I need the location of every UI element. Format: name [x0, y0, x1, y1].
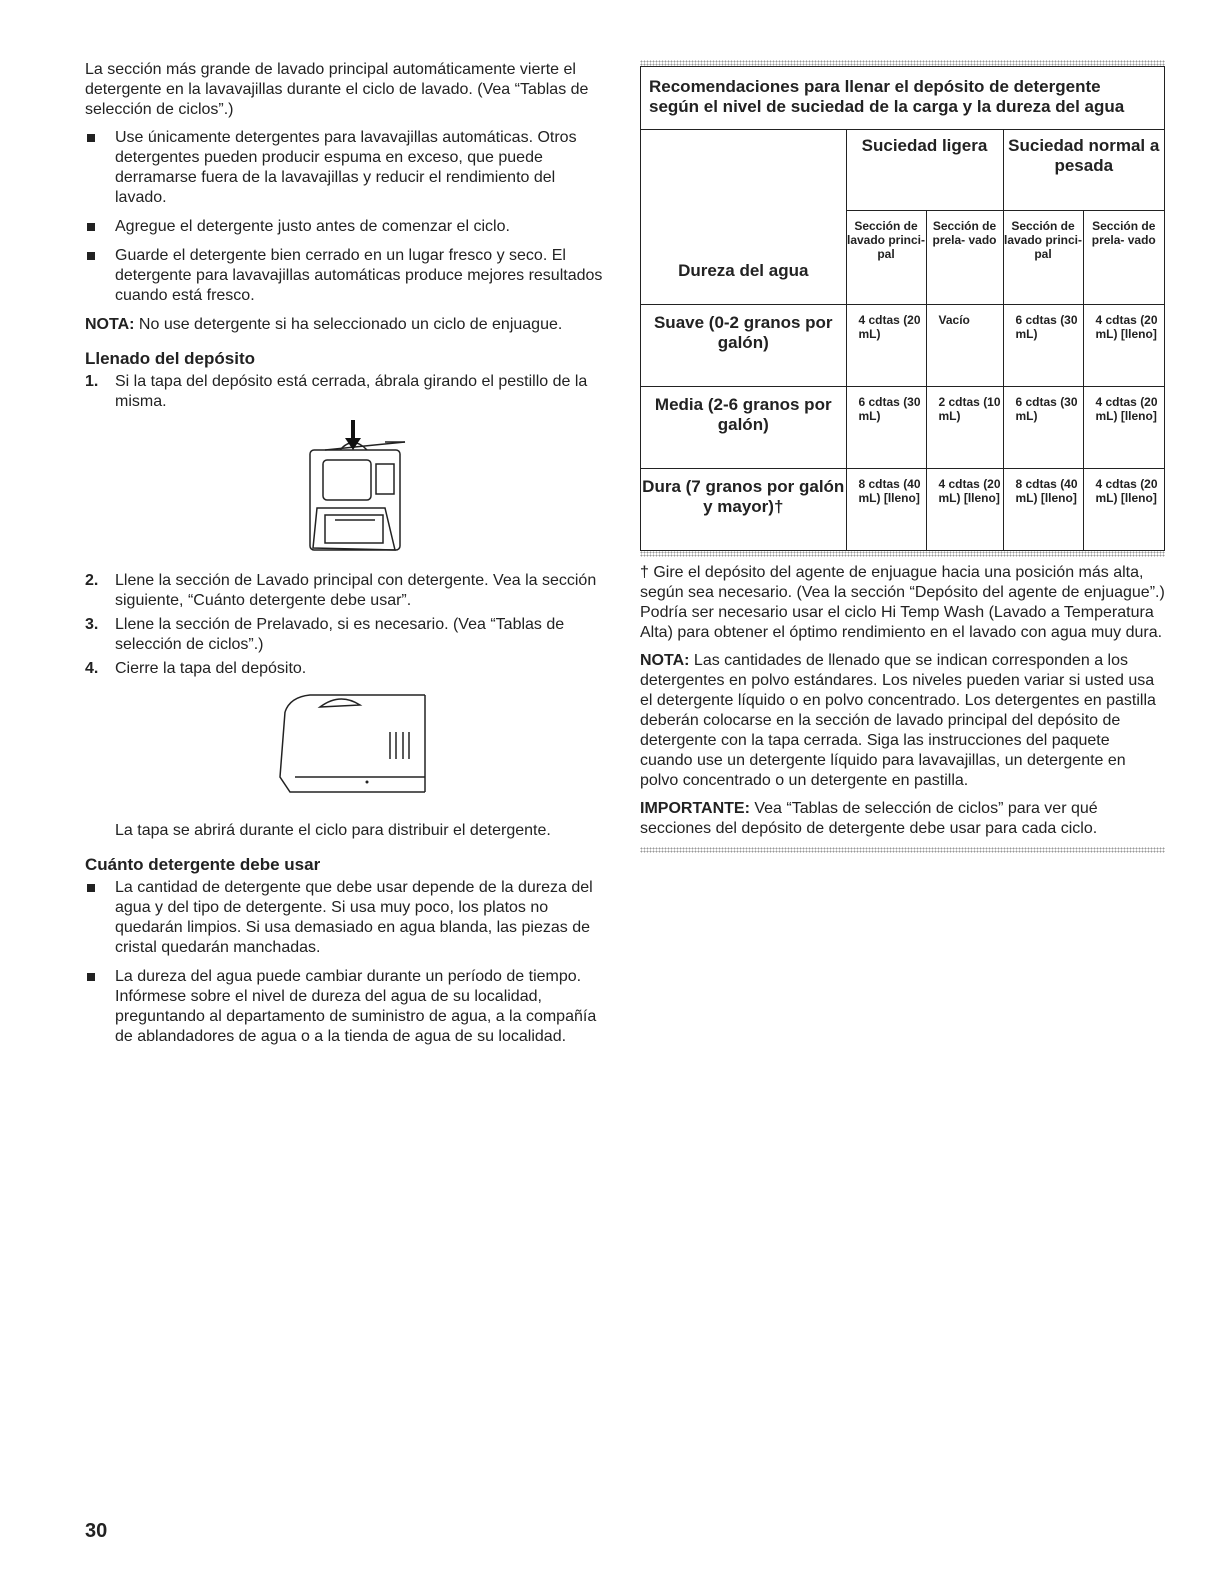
- hardness-header-cell: [641, 130, 846, 304]
- hardness-header: Dureza del agua: [678, 260, 809, 280]
- amount-cell: 6 cdtas (30 mL): [1003, 304, 1083, 386]
- figure-caption: La tapa se abrirá durante el ciclo para distribuir el detergente.: [115, 822, 551, 839]
- right-column: [640, 60, 1165, 853]
- soil-light-header: Suciedad ligera: [846, 130, 1003, 210]
- amount-cell: 4 cdtas (20 mL) [lleno]: [926, 468, 1003, 550]
- step-item: [85, 615, 610, 655]
- note-text: Las cantidades de llenado que se indican corresponden a los detergentes en polvo estándares. Los niveles pueden variar si usted usa el detergente líquido o en polvo concentrado. Los detergentes en pastilla deberán colocarse en la sección de lavado principal del depósito de detergente con la tapa cerrada. Siga las instrucciones del paquete cuando use un detergente líquido para lavavajillas, un detergente en polvo concentrado o un detergente en pastilla.: [640, 652, 1156, 789]
- note-paragraph: [85, 315, 610, 335]
- important-label: IMPORTANTE:: [640, 800, 750, 817]
- step-number: 1.: [85, 373, 99, 390]
- step-text: Si la tapa del depósito está cerrada, ábrala girando el pestillo de la misma.: [115, 373, 588, 410]
- amount-cell: 6 cdtas (30 mL): [846, 386, 926, 468]
- footnote: † Gire el depósito del agente de enjuague hacia una posición más alta, según sea necesario. (Vea la sección “Depósito del agente de enjuague”.) Podría ser necesario usar el ciclo Hi Temp Wash (Lavado a Temperatura Alta) para obtener el óptimo rendimiento en el lavado con agua muy dura.: [640, 564, 1165, 641]
- bullet-item: La cantidad de detergente que debe usar depende de la dureza del agua y del tipo de detergente. Si usa muy poco, los platos no quedarán limpios. Si usa demasiado en agua blanda, las piezas de cristal quedarán manchadas.: [85, 878, 610, 958]
- step-text: Llene la sección de Lavado principal con detergente. Vea la sección siguiente, “Cuánto detergente debe usar”.: [115, 572, 597, 609]
- amount-cell: 4 cdtas (20 mL) [lleno]: [1083, 304, 1164, 386]
- step-number: 2.: [85, 572, 99, 589]
- amount-cell: 6 cdtas (30 mL): [1003, 386, 1083, 468]
- section-header: Sección de lavado princi- pal: [846, 210, 926, 304]
- hardness-label: Dura (7 granos por galón y mayor)†: [641, 468, 846, 550]
- amount-cell: 8 cdtas (40 mL) [lleno]: [846, 468, 926, 550]
- amount-cell: 2 cdtas (10 mL): [926, 386, 1003, 468]
- table-row: [641, 386, 1164, 468]
- dispenser-open-illustration: [85, 420, 610, 561]
- dispenser-closed-illustration: [85, 687, 610, 811]
- fill-heading: Llenado del depósito: [85, 349, 256, 368]
- step-item: [85, 372, 610, 412]
- note-paragraph: [640, 651, 1165, 791]
- table-title: Recomendaciones para llenar el depósito de detergente según el nivel de suciedad de la carga y la dureza del agua: [641, 67, 1164, 130]
- step-number: 4.: [85, 660, 99, 677]
- left-column: [85, 60, 610, 1056]
- dotted-rule: [640, 551, 1165, 557]
- important-paragraph: [640, 799, 1165, 839]
- step-item: [85, 659, 610, 679]
- bullet-item: Agregue el detergente justo antes de comenzar el ciclo.: [85, 217, 610, 237]
- page-number: 30: [85, 1520, 108, 1542]
- note-text: No use detergente si ha seleccionado un ciclo de enjuague.: [134, 316, 563, 333]
- section-header: Sección de prela- vado: [926, 210, 1003, 304]
- dotted-rule: [640, 847, 1165, 853]
- amount-cell: 8 cdtas (40 mL) [lleno]: [1003, 468, 1083, 550]
- note-label: NOTA:: [85, 316, 135, 333]
- detergent-table: [640, 66, 1165, 551]
- amount-cell: Vacío: [926, 304, 1003, 386]
- how-much-heading: Cuánto detergente debe usar: [85, 855, 321, 874]
- bullet-item: La dureza del agua puede cambiar durante un período de tiempo. Infórmese sobre el nivel de dureza del agua de su localidad, preguntando al departamento de suministro de agua, a la compañía de ablandadores de agua o a la tienda de agua de su localidad.: [85, 967, 610, 1047]
- note-label: NOTA:: [640, 652, 690, 669]
- step-text: Cierre la tapa del depósito.: [115, 660, 307, 677]
- important-text: Vea “Tablas de selección de ciclos” para ver qué secciones del depósito de detergente debe usar para cada ciclo.: [640, 800, 1098, 837]
- bullet-item: Guarde el detergente bien cerrado en un lugar fresco y seco. El detergente para lavavajillas automáticas produce mejores resultados cuando está fresco.: [85, 246, 610, 306]
- section-header: Sección de lavado princi- pal: [1003, 210, 1083, 304]
- bullet-item: Use únicamente detergentes para lavavajillas automáticas. Otros detergentes pueden producir espuma en exceso, que puede derramarse fuera de la lavavajillas y reducir el rendimiento del lavado.: [85, 128, 610, 208]
- step-item: [85, 571, 610, 611]
- intro-paragraph: La sección más grande de lavado principal automáticamente vierte el detergente en la lavavajillas durante el ciclo de lavado. (Vea “Tablas de selección de ciclos”.): [85, 61, 589, 118]
- step-number: 3.: [85, 616, 99, 633]
- amount-cell: 4 cdtas (20 mL): [846, 304, 926, 386]
- amount-cell: 4 cdtas (20 mL) [lleno]: [1083, 386, 1164, 468]
- amount-cell: 4 cdtas (20 mL) [lleno]: [1083, 468, 1164, 550]
- section-header: Sección de prela- vado: [1083, 210, 1164, 304]
- soil-heavy-header: Suciedad normal a pesada: [1003, 130, 1164, 210]
- table-row: [641, 468, 1164, 550]
- hardness-label: Media (2-6 granos por galón): [641, 386, 846, 468]
- step-text: Llene la sección de Prelavado, si es necesario. (Vea “Tablas de selección de ciclos”.): [115, 616, 565, 653]
- hardness-label: Suave (0-2 granos por galón): [641, 304, 846, 386]
- table-row: [641, 304, 1164, 386]
